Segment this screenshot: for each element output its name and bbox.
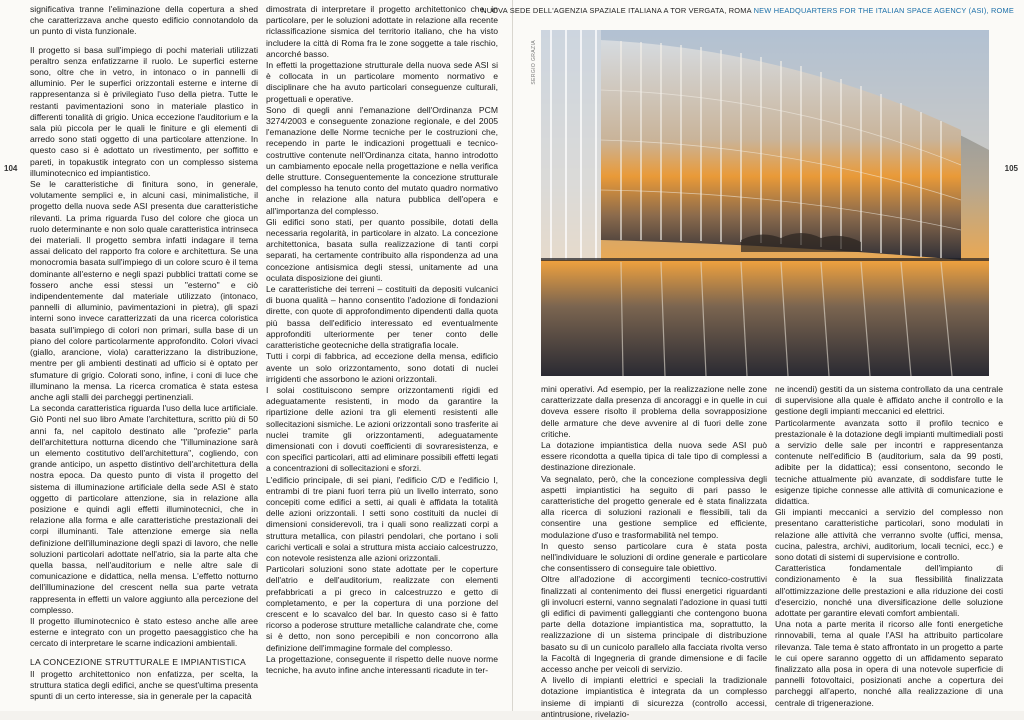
paragraph: significativa tranne l'eliminazione della copertura a shed che caratterizzava anche questo edificio connotandolo da un punto di vista funzionale.	[30, 4, 258, 37]
paragraph: Particolarmente avanzata sotto il profilo tecnico e prestazionale è la dotazione degli impianti multimediali posti a servizio delle sale per incontri e rappresentanza contenute nell'edificio B (auditorium, sala da 99 posti, adibite per la didattica); essi consentono, secondo le tecniche attualmente più avanzate, di soddisfare tutte le esigenze tipiche connesse alle attività di comunicazione e didattica.	[775, 417, 1003, 507]
paragraph: Va segnalato, però, che la concezione complessiva degli aspetti impiantistici ha seguito di pari passo le caratteristiche del progetto generale ed è stata finalizzata alla ricerca di soluzioni razionali e flessibili, tali da consentire una gestione semplice ed efficiente, modulazione d'uso e trasformabilità nel tempo.	[541, 473, 767, 540]
building-photo	[541, 30, 989, 376]
column-4	[775, 384, 1003, 708]
paragraph: Sono di quegli anni l'emanazione dell'Ordinanza PCM 3274/2003 e conseguente zonazione regionale, e del 2005 l'emanazione delle Norme tecniche per le costruzioni che, recependo in parte le indicazioni progettuali e tecnico-costruttive contenute nell'Ordinanza citata, hanno introdotto un cambiamento epocale nella progettazione e nella verifica delle strutture. Conseguentemente la concezione strutturale del complesso ha tenuto conto del mutato quadro normativo anche in relazione alla natura pubblica dell'opera e all'importanza del complesso.	[266, 104, 498, 216]
paragraph: Le caratteristiche dei terreni – costituiti da depositi vulcanici di buona qualità – hanno consentito l'adozione di fondazioni dirette, con quote di approfondimento dipendenti dalla quota più bassa dell'edificio interessato ed eventualmente approfonditi ulteriormente per tener conto delle caratteristiche geotecniche della stratigrafia locale.	[266, 284, 498, 351]
paragraph: Una nota a parte merita il ricorso alle fonti energetiche rinnovabili, tema al quale l'ASI ha attribuito particolare rilevanza. Tale tema è stato affrontato in un progetto a parte le cui opere saranno oggetto di un affidamento separato finalizzato alla posa in opera di una notevole superficie di pannelli fotovoltaici, posizionati anche a copertura dei parcheggi all'aperto, nonché alla realizzazione di una centrale di trigenerazione.	[775, 619, 1003, 708]
photo-credit: SERGIO GRAZIA	[531, 40, 537, 85]
page-number-left: 104	[4, 164, 18, 173]
column-1	[30, 4, 258, 708]
paragraph: dimostrata di interpretare il progetto architettonico che, in particolare, per le soluzioni adottate in relazione alla recente riclassificazione sismica del territorio italiano, che ha visto includere la città di Roma fra le zone soggette a tale rischio, ancorché basso.	[266, 4, 498, 59]
section-heading: LA CONCEZIONE STRUTTURALE E IMPIANTISTICA	[30, 656, 246, 667]
running-header	[481, 6, 1014, 15]
paragraph: A livello di impianti elettrici e speciali la tradizionale dotazione impiantistica è integrata da un complesso insieme di impianti di sicurezza (controllo accessi, antintrusione, rivelazio-	[541, 675, 767, 719]
paragraph: Oltre all'adozione di accorgimenti tecnico-costruttivi finalizzati al contenimento dei flussi energetici riguardanti gli involucri esterni, vanno segnalati l'adozione in quasi tutti gli edifici di pavimenti galleggianti che contengono buona parte della dotazione impiantistica ma, soprattutto, la realizzazione di un sistema principale di distribuzione basato su di un cunicolo parallelo alla facciata rivolta verso la Facoltà di Ingegneria di grande dimensione e di facile accesso anche per veicoli di servizio.	[541, 574, 767, 675]
right-page	[481, 0, 1024, 719]
paragraph: In questo senso particolare cura è stata posta nell'individuare le soluzioni di ordine generale e particolare che consentissero di conseguire tale obiettivo.	[541, 540, 767, 574]
paragraph: Tutti i corpi di fabbrica, ad eccezione della mensa, edificio avente un solo orizzontamento, sono dotati di nuclei irrigidenti che assorbono le azioni orizzontali.	[266, 351, 498, 384]
paragraph: Il progetto architettonico non enfatizza, per scelta, la struttura statica degli edifici, anche se quest'ultima presenta spunti di un certo interesse, sia in generale per la capacità	[30, 668, 258, 702]
paragraph: Se le caratteristiche di finitura sono, in generale, volutamente semplici e, in alcuni casi, minimalistiche, il progetto della nuova sede ASI presenta due caratteristiche rilevanti. La prima riguarda l'uso del colore che gioca un ruolo determinante e non solo quale caratteristica intrinseca dei materiali. Il progetto sembra infatti indagare il tema assai delicato del rapporto fra colore e architettura. Se una monocromia basata sull'impiego di un colore scuro è il tema dominante all'esterno e negli spazi pubblici trattati come se fossero anche essi stessi un "esterno" e ciò indipendentemente dal materiale utilizzato (intonaco, pannelli di alluminio, pavimentazioni in pietra), gli spazi interni sono invece caratterizzati da una ricerca coloristica basata sull'impiego di colori non primari, sulla base di un piano del colore particolarmente approfondito. Colori vivaci (giallo, arancione, viola) caratterizzano la distribuzione, mentre per gli ambienti destinati ad ufficio si è optato per sfumature di grigio. Colorati sono, infine, i coni di luce che illuminano la mensa. La ricerca cromatica è stata estesa anche agli stalli dei parcheggi pertinenziali.	[30, 179, 258, 402]
column-2	[266, 4, 498, 708]
paragraph: Il progetto si basa sull'impiego di pochi materiali utilizzati peraltro senza enfatizzarne il ruolo. Le superfici esterne sono, oltre che in vetro, in intonaco o in pannelli di alluminio. Per le superfici orizzontali esterne e interne di rappresentanza si è privilegiato l'uso della pietra. Tutte le restanti pavimentazioni sono in materiale plastico in differenti tonalità di grigio. Unica eccezione l'auditorium e la sala più piccola per le quali le finiture e gli elementi di arredo sono stati oggetto di una particolare attenzione. In questo caso si è adottato un rivestimento, per soffitto e pareti, in topakustik integrato con un complesso sistema illuminotecnico ed impiantistico.	[30, 44, 258, 178]
paragraph: Gli impianti meccanici a servizio del complesso non presentano caratteristiche particolari, sono modulati in relazione alle attività che verranno svolte (uffici, mensa, cucina, palestra, archivi, auditorium, locali tecnici, ecc.) e sono dotati di sistemi di supervisione e controllo.	[775, 507, 1003, 563]
paragraph: Gli edifici sono stati, per quanto possibile, dotati della necessaria regolarità, in particolare in alzato. La concezione architettonica, basata sulla realizzazione di tanti corpi separati, ha certamente contribuito alla rispondenza ad una concezione antisismica degli stessi, unitamente ad una oculata disposizione dei giunti.	[266, 216, 498, 283]
paragraph: Il progetto illuminotecnico è stato esteso anche alle aree esterne e integrato con un progetto paesaggistico che ha cercato di interpretare le scarne indicazioni ambientali.	[30, 615, 258, 649]
paragraph: La progettazione, conseguente il rispetto delle nuove norme tecniche, ha avuto infine anche interessanti ricadute in ter-	[266, 653, 498, 675]
header-english: NEW HEADQUARTERS FOR THE ITALIAN SPACE AGENCY (ASI), ROME	[753, 6, 1014, 15]
paragraph: L'edificio principale, di sei piani, l'edificio C/D e l'edificio I, entrambi di tre piani fuori terra più un livello interrato, sono concepiti come edifici a setti, ai quali è affidata la totalità delle azioni orizzontali. I setti sono costituiti da nuclei di dimensioni considerevoli, tra i quali sono realizzati corpi a struttura metallica, con pilastri pendolari, che portano i soli carichi verticali e solai a struttura mista acciaio calcestruzzo, con notevole resistenza alle azioni orizzontali.	[266, 474, 498, 563]
paragraph: Particolari soluzioni sono state adottate per le coperture dell'atrio e dell'auditorium, realizzate con elementi prefabbricati a pi greco in calcestruzzo e getto di completamento, e per la copertura di una porzione del crescent e lo scavalco del bar. In questo caso si è fatto ricorso a poderose strutture metalliche calandrate che, come si è detto, non sono percepibili e non concorrono alla definizione dell'immagine formale del complesso.	[266, 564, 498, 653]
paragraph: La seconda caratteristica riguarda l'uso della luce artificiale. Giò Ponti nel suo libro Amate l'architettura, scritto più di 50 anni fa, nel capitolo destinato alle "profezie" parla dell'architettura notturna dicendo che "l'illuminazione sarà un elemento costitutivo dell'architettura", cogliendo, con grande anticipo, un aspetto distintivo dell'architettura della nostra epoca. Da questo punto di vista il progetto del sistema di illuminazione artificiale della sede ASI è stato oggetto di particolare attenzione, sia in relazione alla posizione e quindi agli effetti illuminotecnici, che in relazione alla forma e alle caratteristiche prestazionali dei corpi illuminanti. Tale attenzione emerge sia nella definizione dell'illuminazione degli spazi di lavoro, che nelle soluzioni particolari adottate nell'atrio, sia la parte alta che quella bassa, nell'auditorium e nelle altre sale di comunicazione e didattica, nella mensa. L'effetto notturno dell'illuminazione del crescent nella sua parte vetrata rappresenta in effetti un valore aggiunto alla percezione del complesso.	[30, 403, 258, 615]
paragraph: In effetti la progettazione strutturale della nuova sede ASI si è collocata in un particolare momento normativo e disciplinare che ha avuto particolari conseguenze culturali, progettuali e operative.	[266, 60, 498, 104]
paragraph: mini operativi. Ad esempio, per la realizzazione nelle zone caratterizzate dalla presenza di ancoraggi e in quelle in cui doveva essere risolto il problema della sovrapposizione delle armature che deve avvenire al di fuori delle zone critiche.	[541, 384, 767, 439]
page-number-right: 105	[1004, 164, 1018, 173]
column-3	[541, 384, 767, 719]
paragraph: I solai costituiscono sempre orizzontamenti rigidi ed adeguatamente resistenti, in modo da garantire la ripartizione delle azioni tra gli elementi resistenti alle sollecitazioni sismiche. Le azioni orizzontali sono trasferite ai nuclei tramite gli orizzontamenti, adeguatamente dimensionati con i dovuti coefficienti di sovraresistenza, e con specifici particolari, atti ad eliminare possibili effetti legati a concentrazioni di sollecitazioni e sforzi.	[266, 384, 498, 474]
paragraph: ne incendi) gestiti da un sistema controllato da una centrale di supervisione alla quale è affidato anche il controllo e la gestione degli impianti meccanici ed elettrici.	[775, 384, 1003, 417]
header-italian: NUOVA SEDE DELL'AGENZIA SPAZIALE ITALIANA A TOR VERGATA, ROMA	[481, 6, 752, 15]
paragraph: La dotazione impiantistica della nuova sede ASI può essere ricondotta a quella tipica di tale tipo di complessi a destinazione direzionale.	[541, 440, 767, 473]
curved-glass-facade-illustration	[541, 30, 989, 376]
paragraph: Caratteristica fondamentale dell'impianto di condizionamento è la sua flessibilità finalizzata all'ottimizzazione delle prestazioni e alla riduzione dei costi d'esercizio, nonché una diversificazione delle soluzione adottate per garantire elevati comfort ambientali.	[775, 563, 1003, 619]
left-page	[0, 0, 512, 711]
